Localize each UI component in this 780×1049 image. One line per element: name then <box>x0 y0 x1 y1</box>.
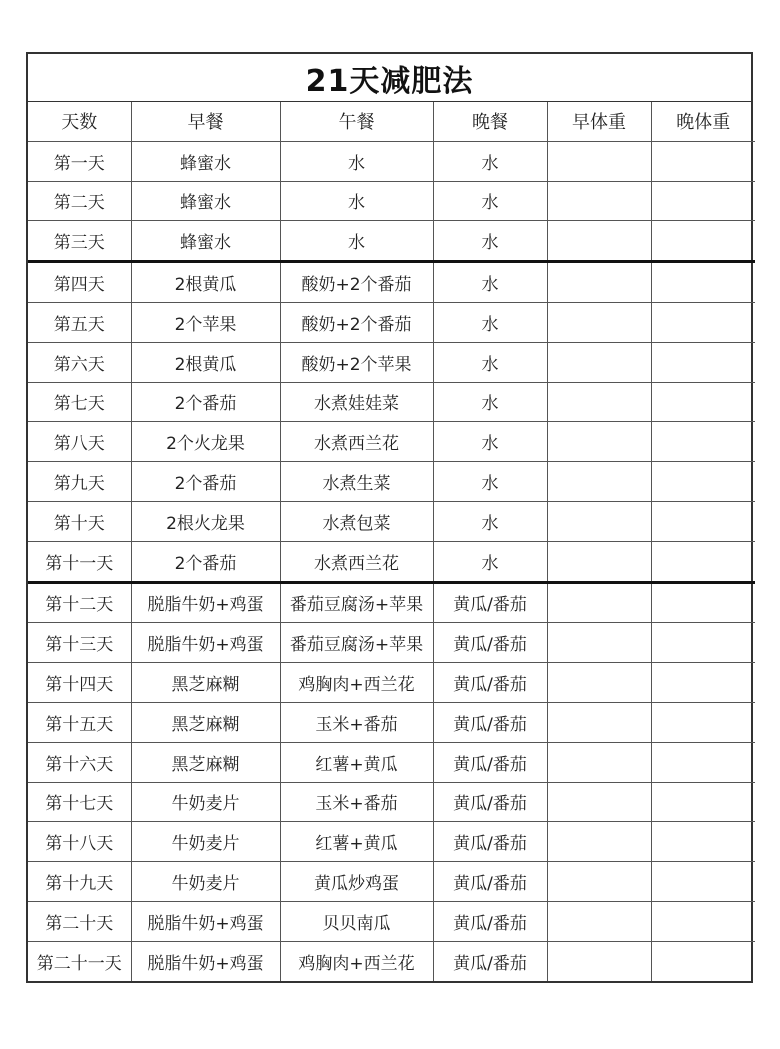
morning-weight-cell <box>547 541 651 582</box>
evening-weight-cell <box>651 181 755 221</box>
table-row <box>28 302 755 342</box>
evening-weight-cell <box>651 862 755 902</box>
lunch-cell: 水煮西兰花 <box>280 541 433 582</box>
day-cell: 第十五天 <box>28 702 131 742</box>
dinner-cell: 黄瓜/番茄 <box>433 582 547 623</box>
table-row <box>28 262 755 303</box>
breakfast-cell: 脱脂牛奶+鸡蛋 <box>131 623 280 663</box>
table-row <box>28 901 755 941</box>
table-row <box>28 422 755 462</box>
day-cell: 第十四天 <box>28 663 131 703</box>
day-cell: 第十三天 <box>28 623 131 663</box>
table-row <box>28 941 755 980</box>
morning-weight-cell <box>547 181 651 221</box>
table-row <box>28 742 755 782</box>
evening-weight-cell <box>651 941 755 980</box>
morning-weight-cell <box>547 822 651 862</box>
dinner-cell: 水 <box>433 501 547 541</box>
header-morning-weight: 早体重 <box>547 102 651 141</box>
morning-weight-cell <box>547 422 651 462</box>
lunch-cell: 水煮娃娃菜 <box>280 382 433 422</box>
dinner-cell: 水 <box>433 342 547 382</box>
day-cell: 第二十一天 <box>28 941 131 980</box>
breakfast-cell: 2个苹果 <box>131 302 280 342</box>
morning-weight-cell <box>547 382 651 422</box>
lunch-cell: 玉米+番茄 <box>280 782 433 822</box>
breakfast-cell: 2根火龙果 <box>131 501 280 541</box>
evening-weight-cell <box>651 623 755 663</box>
evening-weight-cell <box>651 422 755 462</box>
header-dinner: 晚餐 <box>433 102 547 141</box>
lunch-cell: 酸奶+2个番茄 <box>280 302 433 342</box>
table-title: 21天减肥法 <box>28 54 751 102</box>
morning-weight-cell <box>547 941 651 980</box>
day-cell: 第一天 <box>28 141 131 181</box>
table-row <box>28 462 755 502</box>
evening-weight-cell <box>651 262 755 303</box>
dinner-cell: 水 <box>433 141 547 181</box>
lunch-cell: 贝贝南瓜 <box>280 901 433 941</box>
lunch-cell: 酸奶+2个番茄 <box>280 262 433 303</box>
table-row <box>28 342 755 382</box>
morning-weight-cell <box>547 262 651 303</box>
lunch-cell: 鸡胸肉+西兰花 <box>280 941 433 980</box>
dinner-cell: 水 <box>433 541 547 582</box>
lunch-cell: 水 <box>280 221 433 262</box>
day-cell: 第八天 <box>28 422 131 462</box>
dinner-cell: 黄瓜/番茄 <box>433 822 547 862</box>
morning-weight-cell <box>547 663 651 703</box>
dinner-cell: 黄瓜/番茄 <box>433 623 547 663</box>
morning-weight-cell <box>547 901 651 941</box>
table-row <box>28 141 755 181</box>
day-cell: 第十七天 <box>28 782 131 822</box>
morning-weight-cell <box>547 501 651 541</box>
lunch-cell: 红薯+黄瓜 <box>280 742 433 782</box>
evening-weight-cell <box>651 782 755 822</box>
evening-weight-cell <box>651 342 755 382</box>
breakfast-cell: 脱脂牛奶+鸡蛋 <box>131 941 280 980</box>
lunch-cell: 水 <box>280 181 433 221</box>
day-cell: 第二天 <box>28 181 131 221</box>
dinner-cell: 黄瓜/番茄 <box>433 901 547 941</box>
evening-weight-cell <box>651 382 755 422</box>
day-cell: 第十六天 <box>28 742 131 782</box>
morning-weight-cell <box>547 782 651 822</box>
day-cell: 第二十天 <box>28 901 131 941</box>
table-row <box>28 501 755 541</box>
day-cell: 第十天 <box>28 501 131 541</box>
day-cell: 第四天 <box>28 262 131 303</box>
breakfast-cell: 2个番茄 <box>131 462 280 502</box>
dinner-cell: 水 <box>433 382 547 422</box>
evening-weight-cell <box>651 582 755 623</box>
morning-weight-cell <box>547 342 651 382</box>
breakfast-cell: 2根黄瓜 <box>131 262 280 303</box>
breakfast-cell: 2个火龙果 <box>131 422 280 462</box>
table-row <box>28 822 755 862</box>
dinner-cell: 水 <box>433 262 547 303</box>
evening-weight-cell <box>651 901 755 941</box>
evening-weight-cell <box>651 742 755 782</box>
evening-weight-cell <box>651 822 755 862</box>
dinner-cell: 黄瓜/番茄 <box>433 742 547 782</box>
lunch-cell: 鸡胸肉+西兰花 <box>280 663 433 703</box>
breakfast-cell: 蜂蜜水 <box>131 221 280 262</box>
lunch-cell: 黄瓜炒鸡蛋 <box>280 862 433 902</box>
breakfast-cell: 蜂蜜水 <box>131 141 280 181</box>
morning-weight-cell <box>547 742 651 782</box>
table-row <box>28 382 755 422</box>
breakfast-cell: 2个番茄 <box>131 382 280 422</box>
breakfast-cell: 脱脂牛奶+鸡蛋 <box>131 582 280 623</box>
lunch-cell: 水煮西兰花 <box>280 422 433 462</box>
day-cell: 第十一天 <box>28 541 131 582</box>
day-cell: 第六天 <box>28 342 131 382</box>
morning-weight-cell <box>547 462 651 502</box>
dinner-cell: 水 <box>433 221 547 262</box>
breakfast-cell: 黑芝麻糊 <box>131 702 280 742</box>
morning-weight-cell <box>547 862 651 902</box>
evening-weight-cell <box>651 702 755 742</box>
morning-weight-cell <box>547 141 651 181</box>
table-row <box>28 221 755 262</box>
morning-weight-cell <box>547 302 651 342</box>
header-lunch: 午餐 <box>280 102 433 141</box>
morning-weight-cell <box>547 702 651 742</box>
table-row <box>28 623 755 663</box>
lunch-cell: 水煮包菜 <box>280 501 433 541</box>
dinner-cell: 水 <box>433 181 547 221</box>
day-cell: 第十二天 <box>28 582 131 623</box>
header-row <box>28 102 755 141</box>
diet-plan-table <box>26 52 753 983</box>
evening-weight-cell <box>651 302 755 342</box>
evening-weight-cell <box>651 462 755 502</box>
dinner-cell: 黄瓜/番茄 <box>433 862 547 902</box>
evening-weight-cell <box>651 541 755 582</box>
meal-schedule <box>28 102 755 981</box>
evening-weight-cell <box>651 141 755 181</box>
day-cell: 第五天 <box>28 302 131 342</box>
header-evening-weight: 晚体重 <box>651 102 755 141</box>
table-row <box>28 541 755 582</box>
lunch-cell: 酸奶+2个苹果 <box>280 342 433 382</box>
evening-weight-cell <box>651 663 755 703</box>
lunch-cell: 番茄豆腐汤+苹果 <box>280 582 433 623</box>
table-row <box>28 663 755 703</box>
breakfast-cell: 牛奶麦片 <box>131 862 280 902</box>
dinner-cell: 水 <box>433 462 547 502</box>
breakfast-cell: 黑芝麻糊 <box>131 742 280 782</box>
breakfast-cell: 黑芝麻糊 <box>131 663 280 703</box>
dinner-cell: 水 <box>433 422 547 462</box>
header-breakfast: 早餐 <box>131 102 280 141</box>
breakfast-cell: 2个番茄 <box>131 541 280 582</box>
dinner-cell: 黄瓜/番茄 <box>433 663 547 703</box>
dinner-cell: 黄瓜/番茄 <box>433 941 547 980</box>
morning-weight-cell <box>547 221 651 262</box>
lunch-cell: 水 <box>280 141 433 181</box>
breakfast-cell: 2根黄瓜 <box>131 342 280 382</box>
dinner-cell: 黄瓜/番茄 <box>433 782 547 822</box>
table-row <box>28 862 755 902</box>
breakfast-cell: 脱脂牛奶+鸡蛋 <box>131 901 280 941</box>
day-cell: 第九天 <box>28 462 131 502</box>
day-cell: 第十八天 <box>28 822 131 862</box>
breakfast-cell: 牛奶麦片 <box>131 782 280 822</box>
dinner-cell: 水 <box>433 302 547 342</box>
table-row <box>28 181 755 221</box>
day-cell: 第十九天 <box>28 862 131 902</box>
dinner-cell: 黄瓜/番茄 <box>433 702 547 742</box>
table-row <box>28 702 755 742</box>
morning-weight-cell <box>547 582 651 623</box>
lunch-cell: 番茄豆腐汤+苹果 <box>280 623 433 663</box>
morning-weight-cell <box>547 623 651 663</box>
breakfast-cell: 牛奶麦片 <box>131 822 280 862</box>
lunch-cell: 红薯+黄瓜 <box>280 822 433 862</box>
header-day: 天数 <box>28 102 131 141</box>
day-cell: 第七天 <box>28 382 131 422</box>
evening-weight-cell <box>651 221 755 262</box>
table-row <box>28 582 755 623</box>
day-cell: 第三天 <box>28 221 131 262</box>
lunch-cell: 玉米+番茄 <box>280 702 433 742</box>
table-row <box>28 782 755 822</box>
breakfast-cell: 蜂蜜水 <box>131 181 280 221</box>
lunch-cell: 水煮生菜 <box>280 462 433 502</box>
evening-weight-cell <box>651 501 755 541</box>
